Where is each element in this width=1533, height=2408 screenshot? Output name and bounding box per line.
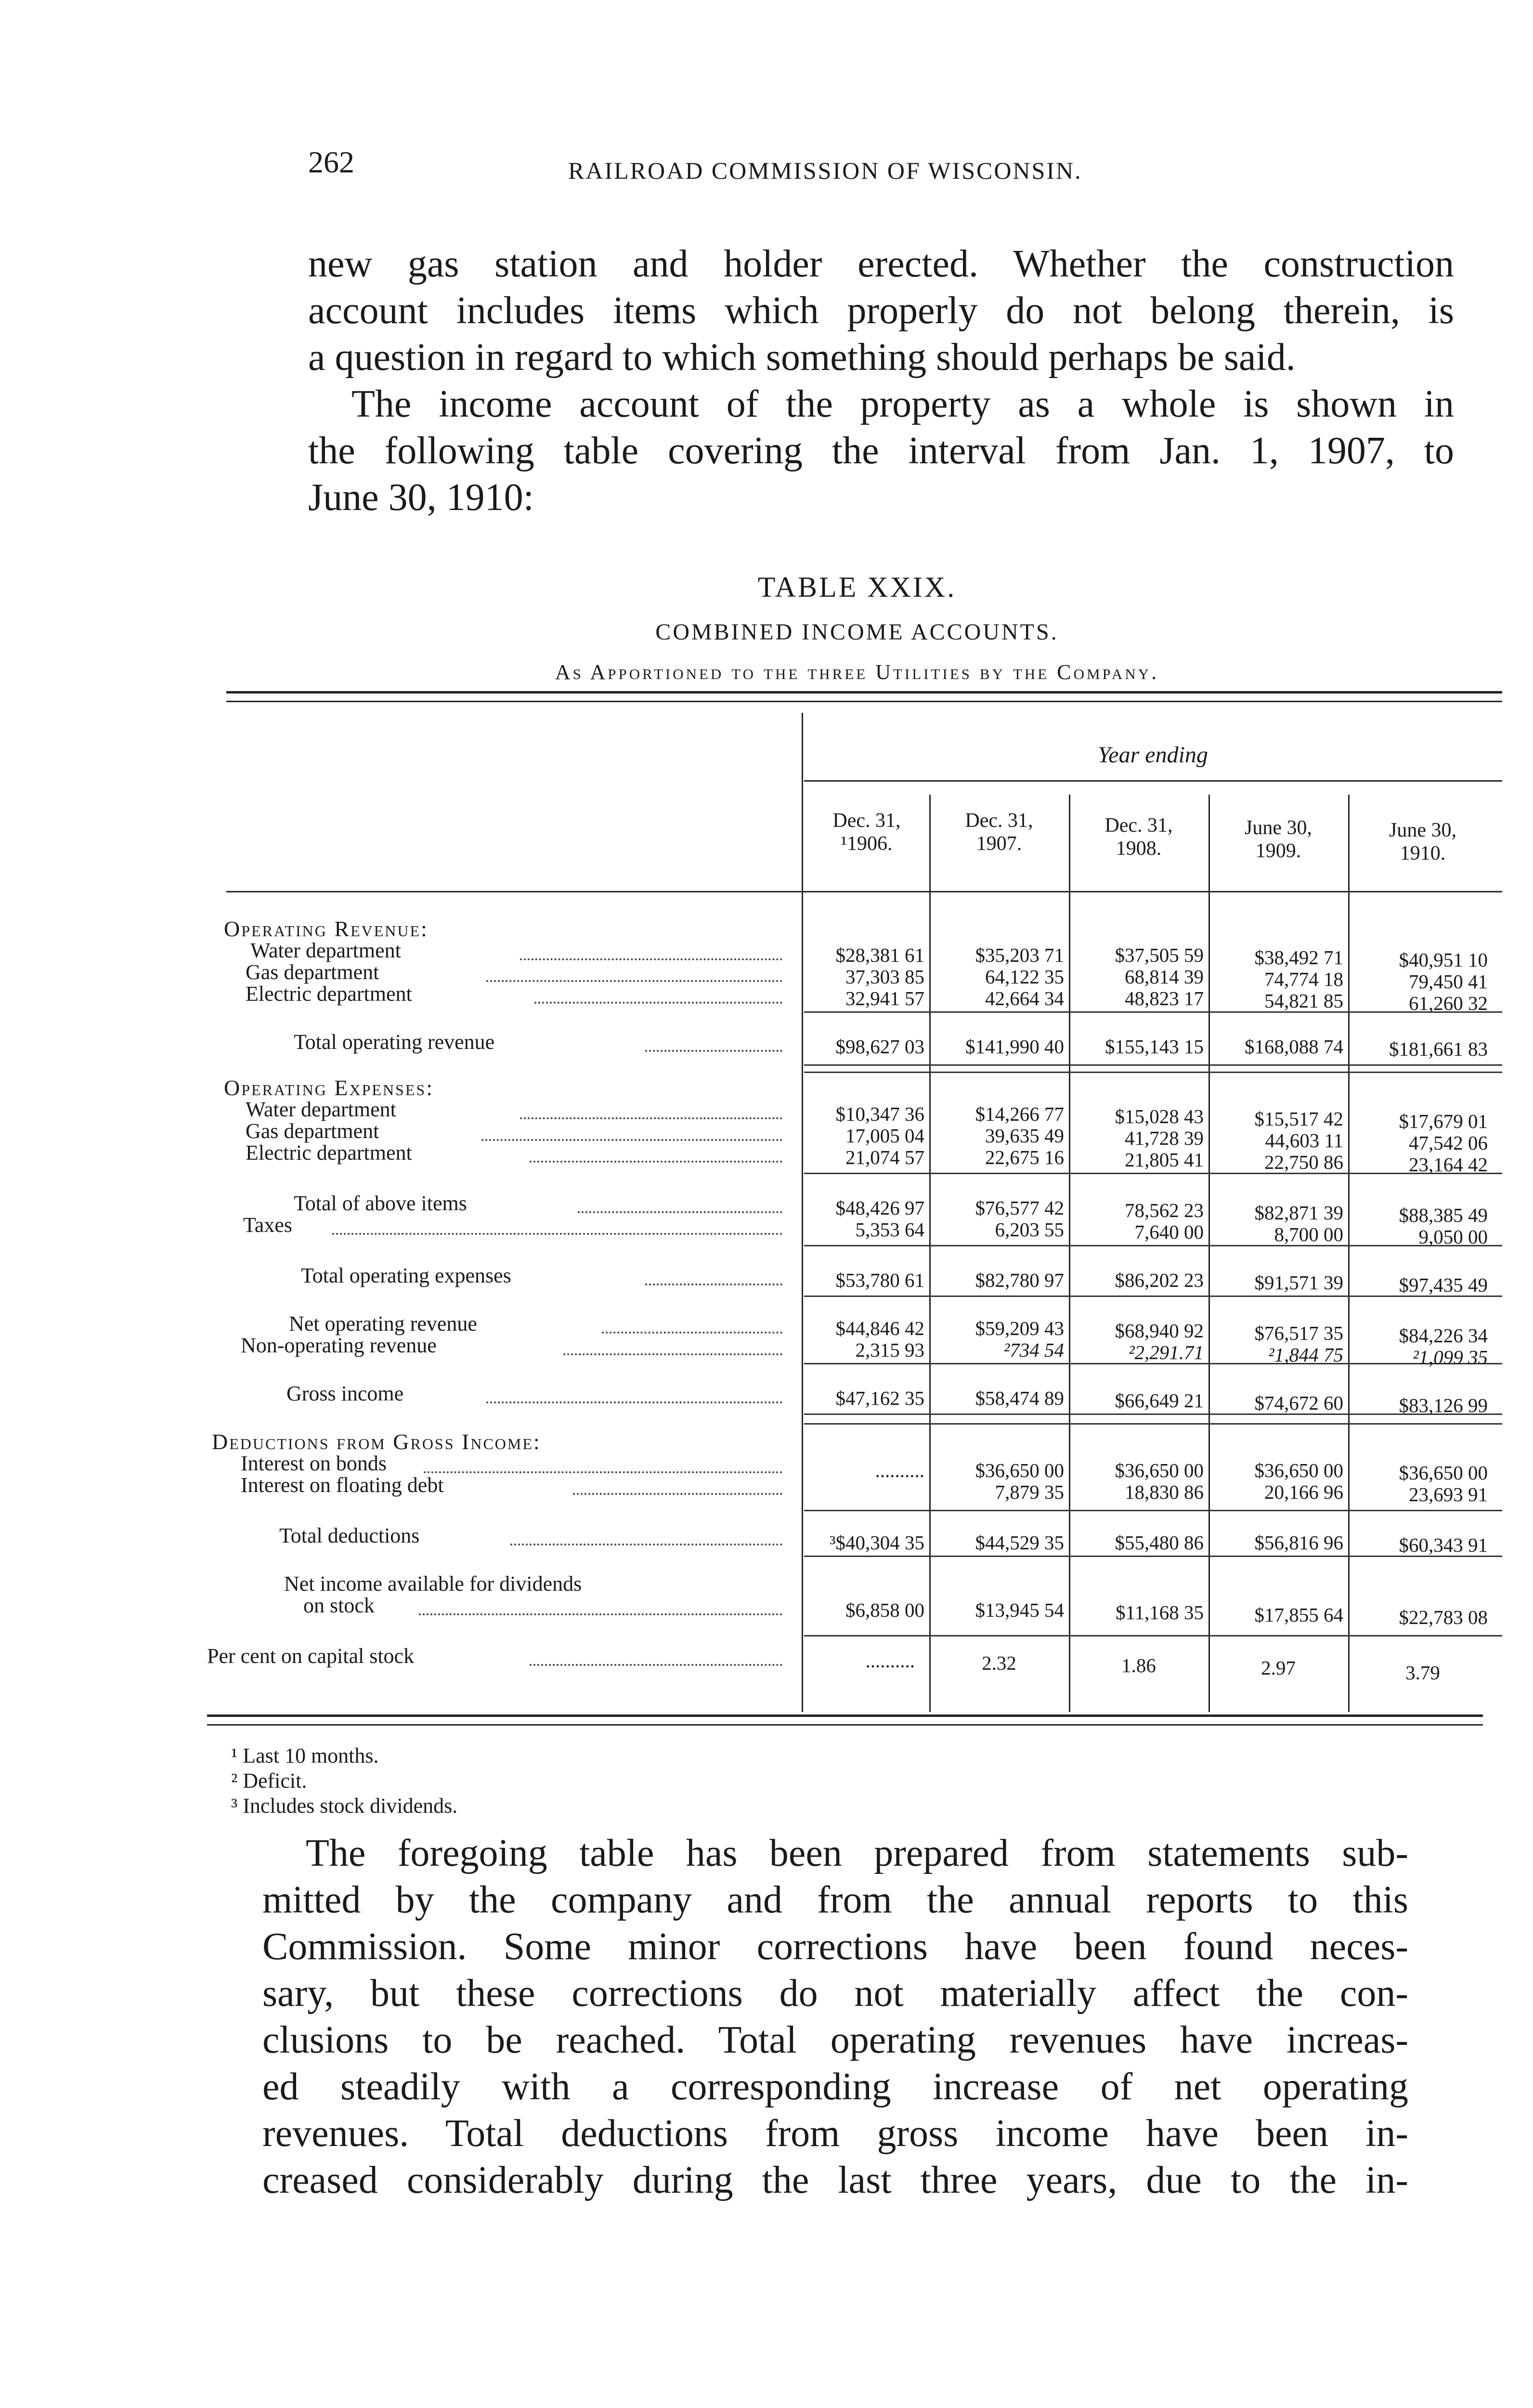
table-cell: 21,074 57 [845,1146,924,1168]
row-label: Electric department [246,982,412,1006]
table-cell: 21,805 41 [1125,1149,1204,1171]
table-cell: .......... [875,1459,924,1481]
table-cell: $15,028 43 [1115,1105,1204,1127]
text-line: The income account of the property as a whole is shown in [351,383,1454,425]
table-cell: 48,823 17 [1125,987,1204,1009]
row-label: Gas department [246,1119,379,1143]
table-cell: 78,562 23 [1125,1199,1204,1221]
table-cell: 41,728 39 [1125,1127,1204,1149]
column-divider [929,795,931,1712]
total-rule [804,1072,1502,1073]
row-label: Electric department [246,1141,412,1165]
table-cell: 9,050 00 [1418,1226,1488,1248]
table-cell: $60,343 91 [1399,1534,1488,1556]
table-cell: 17,005 04 [845,1125,924,1147]
row-label: Net operating revenue [289,1312,477,1335]
table-cell: 6,203 55 [995,1218,1064,1241]
text-line: revenues. Total deductions from gross income have been in- [262,2112,1408,2155]
table-cell: 39,635 49 [985,1125,1064,1147]
table-cell: 7,640 00 [1134,1221,1204,1243]
table-cell: $155,143 15 [1105,1035,1204,1058]
table-cell: 2.97 [1261,1657,1296,1679]
section-label: Operating Revenue: [224,916,429,941]
table-cell: 2,315 93 [855,1339,924,1361]
table-cell: $11,168 35 [1116,1601,1204,1623]
intro-paragraph [308,241,1454,521]
text-line: account includes items which properly do not belong therein, is [308,289,1454,332]
row-label: Total operating revenue [294,1030,495,1054]
row-label: Taxes [243,1213,292,1237]
leader-dots [424,1471,782,1473]
table-cell: 8,700 00 [1274,1223,1343,1245]
table-cell: $74,672 60 [1254,1392,1343,1414]
table-cell: $14,266 77 [975,1103,1064,1125]
leader-dots [602,1332,782,1334]
table-cell: $76,517 35 [1254,1322,1343,1344]
column-header-line: Dec. 31, [1104,814,1173,837]
row-label: Interest on floating debt [241,1473,444,1497]
column-header-line: June 30, [1389,819,1456,841]
table-cell: ²1,099 35 [1413,1346,1488,1368]
table-cell: $84,226 34 [1399,1324,1488,1347]
closing-paragraph [262,1830,1408,2204]
table-bottom-rule-2 [207,1724,1483,1726]
leader-dots [573,1493,782,1495]
table-cell: $97,435 49 [1399,1274,1488,1296]
total-rule [804,1064,1502,1066]
table-cell: 7,879 35 [995,1481,1064,1503]
table-cell: .......... [865,1649,915,1672]
text-line: June 30, 1910: [308,476,534,519]
table-cell: $66,649 21 [1115,1389,1204,1412]
table-cell: $181,661 83 [1389,1038,1488,1060]
row-label: Total of above items [294,1191,467,1215]
table-top-rule-2 [226,701,1502,702]
text-line: a question in regard to which something should perhaps be said. [308,336,1296,379]
table-cell: $98,627 03 [835,1035,924,1058]
table-cell: $88,385 49 [1399,1204,1488,1226]
column-header-line: ¹1906. [841,833,893,855]
table-cell: $36,650 00 [1399,1462,1488,1484]
leader-dots [530,1664,782,1666]
table-cell: $6,858 00 [845,1599,924,1621]
table-cell: $86,202 23 [1115,1269,1204,1291]
leader-dots [481,1139,782,1141]
table-cell: 61,260 32 [1409,992,1488,1014]
leader-dots [419,1613,782,1615]
row-label: Net income available for dividends [284,1572,582,1596]
table-cell: $141,990 40 [965,1035,1064,1058]
table-cell: 47,542 06 [1409,1132,1488,1154]
table-cell: 3.79 [1405,1662,1440,1684]
table-cell: $44,846 42 [835,1317,924,1339]
header-bottom-rule [226,891,1502,892]
text-line: new gas station and holder erected. Whether the construction [308,243,1454,285]
leader-dots [578,1211,782,1213]
leader-dots [530,1161,782,1163]
text-line: The foregoing table has been prepared from statements sub- [306,1832,1408,1874]
column-divider [1208,795,1210,1712]
table-cell: 42,664 34 [985,987,1064,1009]
table-cell: ²2,291.71 [1129,1341,1204,1363]
table-cell: 44,603 11 [1265,1129,1343,1152]
leader-dots [534,1002,782,1004]
table-cell: 54,821 85 [1264,990,1343,1012]
table-cell: 37,303 85 [845,966,924,988]
table-cell: $56,816 96 [1254,1531,1343,1554]
table-cell: 22,675 16 [985,1146,1064,1168]
table-cell: $38,492 71 [1254,946,1343,968]
table-cell: 22,750 86 [1264,1151,1343,1173]
text-line: clusions to be reached. Total operating revenues have increas- [262,2019,1408,2061]
text-line: mitted by the company and from the annual reports to this [262,1879,1408,1921]
table-cell: $22,783 08 [1399,1606,1488,1628]
row-label: Total deductions [279,1524,420,1547]
table-cell: $59,209 43 [975,1317,1064,1339]
table-cell: $13,945 54 [975,1599,1064,1621]
table-cell: $35,203 71 [975,944,1064,966]
column-header-line: 1909. [1255,840,1301,862]
table-cell: $36,650 00 [975,1459,1064,1481]
total-rule [804,1423,1502,1425]
footnotes [231,1743,457,1819]
column-header [1211,816,1346,863]
column-header [1071,814,1206,860]
row-label: Gas department [246,960,379,984]
row-label: Interest on bonds [241,1452,387,1475]
table-cell: $82,780 97 [975,1269,1064,1291]
table-cell: ³$40,304 35 [830,1531,924,1554]
table-title: TABLE XXIX. [757,571,957,603]
table-cell: $17,855 64 [1254,1604,1343,1626]
leader-dots [486,1401,782,1403]
row-label: Total operating expenses [301,1264,511,1287]
table-cell: 18,830 86 [1125,1481,1204,1503]
table-cell: $55,480 86 [1115,1531,1204,1554]
table-cell: $48,426 97 [835,1197,924,1219]
table-cell: $58,474 89 [975,1387,1064,1409]
table-cell: 5,353 64 [855,1218,924,1241]
column-header [932,809,1066,855]
leader-dots [486,980,782,982]
year-ending-rule [804,780,1502,782]
table-cell: ²734 54 [1003,1339,1064,1361]
leader-dots [332,1233,782,1235]
table-cell: $76,577 42 [975,1197,1064,1219]
page-number: 262 [308,145,354,179]
table-cell: $17,679 01 [1399,1110,1488,1132]
table-cell: 20,166 96 [1264,1481,1343,1503]
table-cell: 74,774 18 [1264,968,1343,990]
column-header-line: 1908. [1116,838,1162,860]
table-cell: 1.86 [1121,1654,1156,1676]
table-cell: $36,650 00 [1115,1459,1204,1481]
row-label: Water department [250,939,401,962]
section-label: Operating Expenses: [224,1075,434,1100]
table-cell: 2.32 [982,1652,1016,1674]
column-header-line: Dec. 31, [965,810,1033,832]
text-line: creased considerably during the last three years, due to the in- [262,2159,1408,2201]
text-line: ed steadily with a corresponding increase of net operating [262,2066,1408,2108]
footnote: ² Deficit. [231,1769,307,1793]
table-cell: $168,088 74 [1245,1035,1343,1058]
table-cell: 64,122 35 [985,966,1064,988]
table-top-rule [226,691,1502,694]
table-cell: 79,450 41 [1409,970,1488,993]
table-cell: $53,780 61 [835,1269,924,1291]
column-header-line: June 30, [1245,817,1312,839]
text-line: Commission. Some minor corrections have been found neces- [262,1925,1408,1968]
row-label: Per cent on capital stock [207,1644,415,1668]
table-cell: $10,347 36 [835,1103,924,1125]
table-cell: $44,529 35 [975,1531,1064,1554]
leader-dots [645,1283,782,1285]
table-cell: 23,693 91 [1409,1483,1488,1505]
column-divider [1069,795,1070,1712]
table-cell: $40,951 10 [1399,949,1488,971]
table-cell: $37,505 59 [1115,944,1204,966]
table-subtitle-apportioned: As Apportioned to the three Utilities by the Company. [555,660,1159,684]
table-cell: $15,517 42 [1254,1108,1343,1130]
table-cell: $83,126 99 [1399,1394,1488,1416]
column-header-line: 1910. [1400,842,1446,864]
leader-dots [510,1544,782,1545]
footnote: ¹ Last 10 months. [231,1744,379,1767]
total-rule [804,1510,1502,1511]
table-cell: $47,162 35 [835,1387,924,1409]
table-cell: $91,571 39 [1254,1271,1343,1294]
section-label: Deductions from Gross Income: [212,1429,541,1454]
leader-dots [520,1117,782,1119]
column-header [1355,819,1490,865]
row-label: Non-operating revenue [241,1334,437,1357]
table-cell: $68,940 92 [1115,1320,1204,1342]
table-cell: $28,381 61 [835,944,924,966]
text-line: the following table covering the interval from Jan. 1, 1907, to [308,430,1454,472]
table-bottom-rule [207,1714,1483,1717]
row-label: on stock [303,1594,375,1617]
text-line: sary, but these corrections do not materially affect the con- [262,1972,1408,2015]
column-header-line: 1907. [976,833,1022,855]
footnote: ³ Includes stock dividends. [231,1794,458,1818]
table-subtitle: COMBINED INCOME ACCOUNTS. [655,619,1059,645]
leader-dots [520,958,782,960]
running-head: RAILROAD COMMISSION OF WISCONSIN. [568,157,1082,184]
table-cell: 68,814 39 [1125,966,1204,988]
column-header-line: Dec. 31, [832,810,901,832]
table-cell: ²1,844 75 [1268,1344,1343,1366]
column-header [799,809,934,855]
leader-dots [563,1353,782,1355]
total-rule [804,1635,1502,1636]
table-cell: $36,650 00 [1254,1459,1343,1481]
table-cell: 23,164 42 [1409,1153,1488,1176]
column-divider [1348,795,1350,1712]
year-ending-heading: Year ending [1098,742,1208,768]
leader-dots [645,1050,782,1052]
table-cell: 32,941 57 [845,987,924,1009]
row-label: Gross income [286,1382,404,1405]
table-cell: $82,871 39 [1254,1202,1343,1224]
row-label: Water department [246,1098,396,1121]
